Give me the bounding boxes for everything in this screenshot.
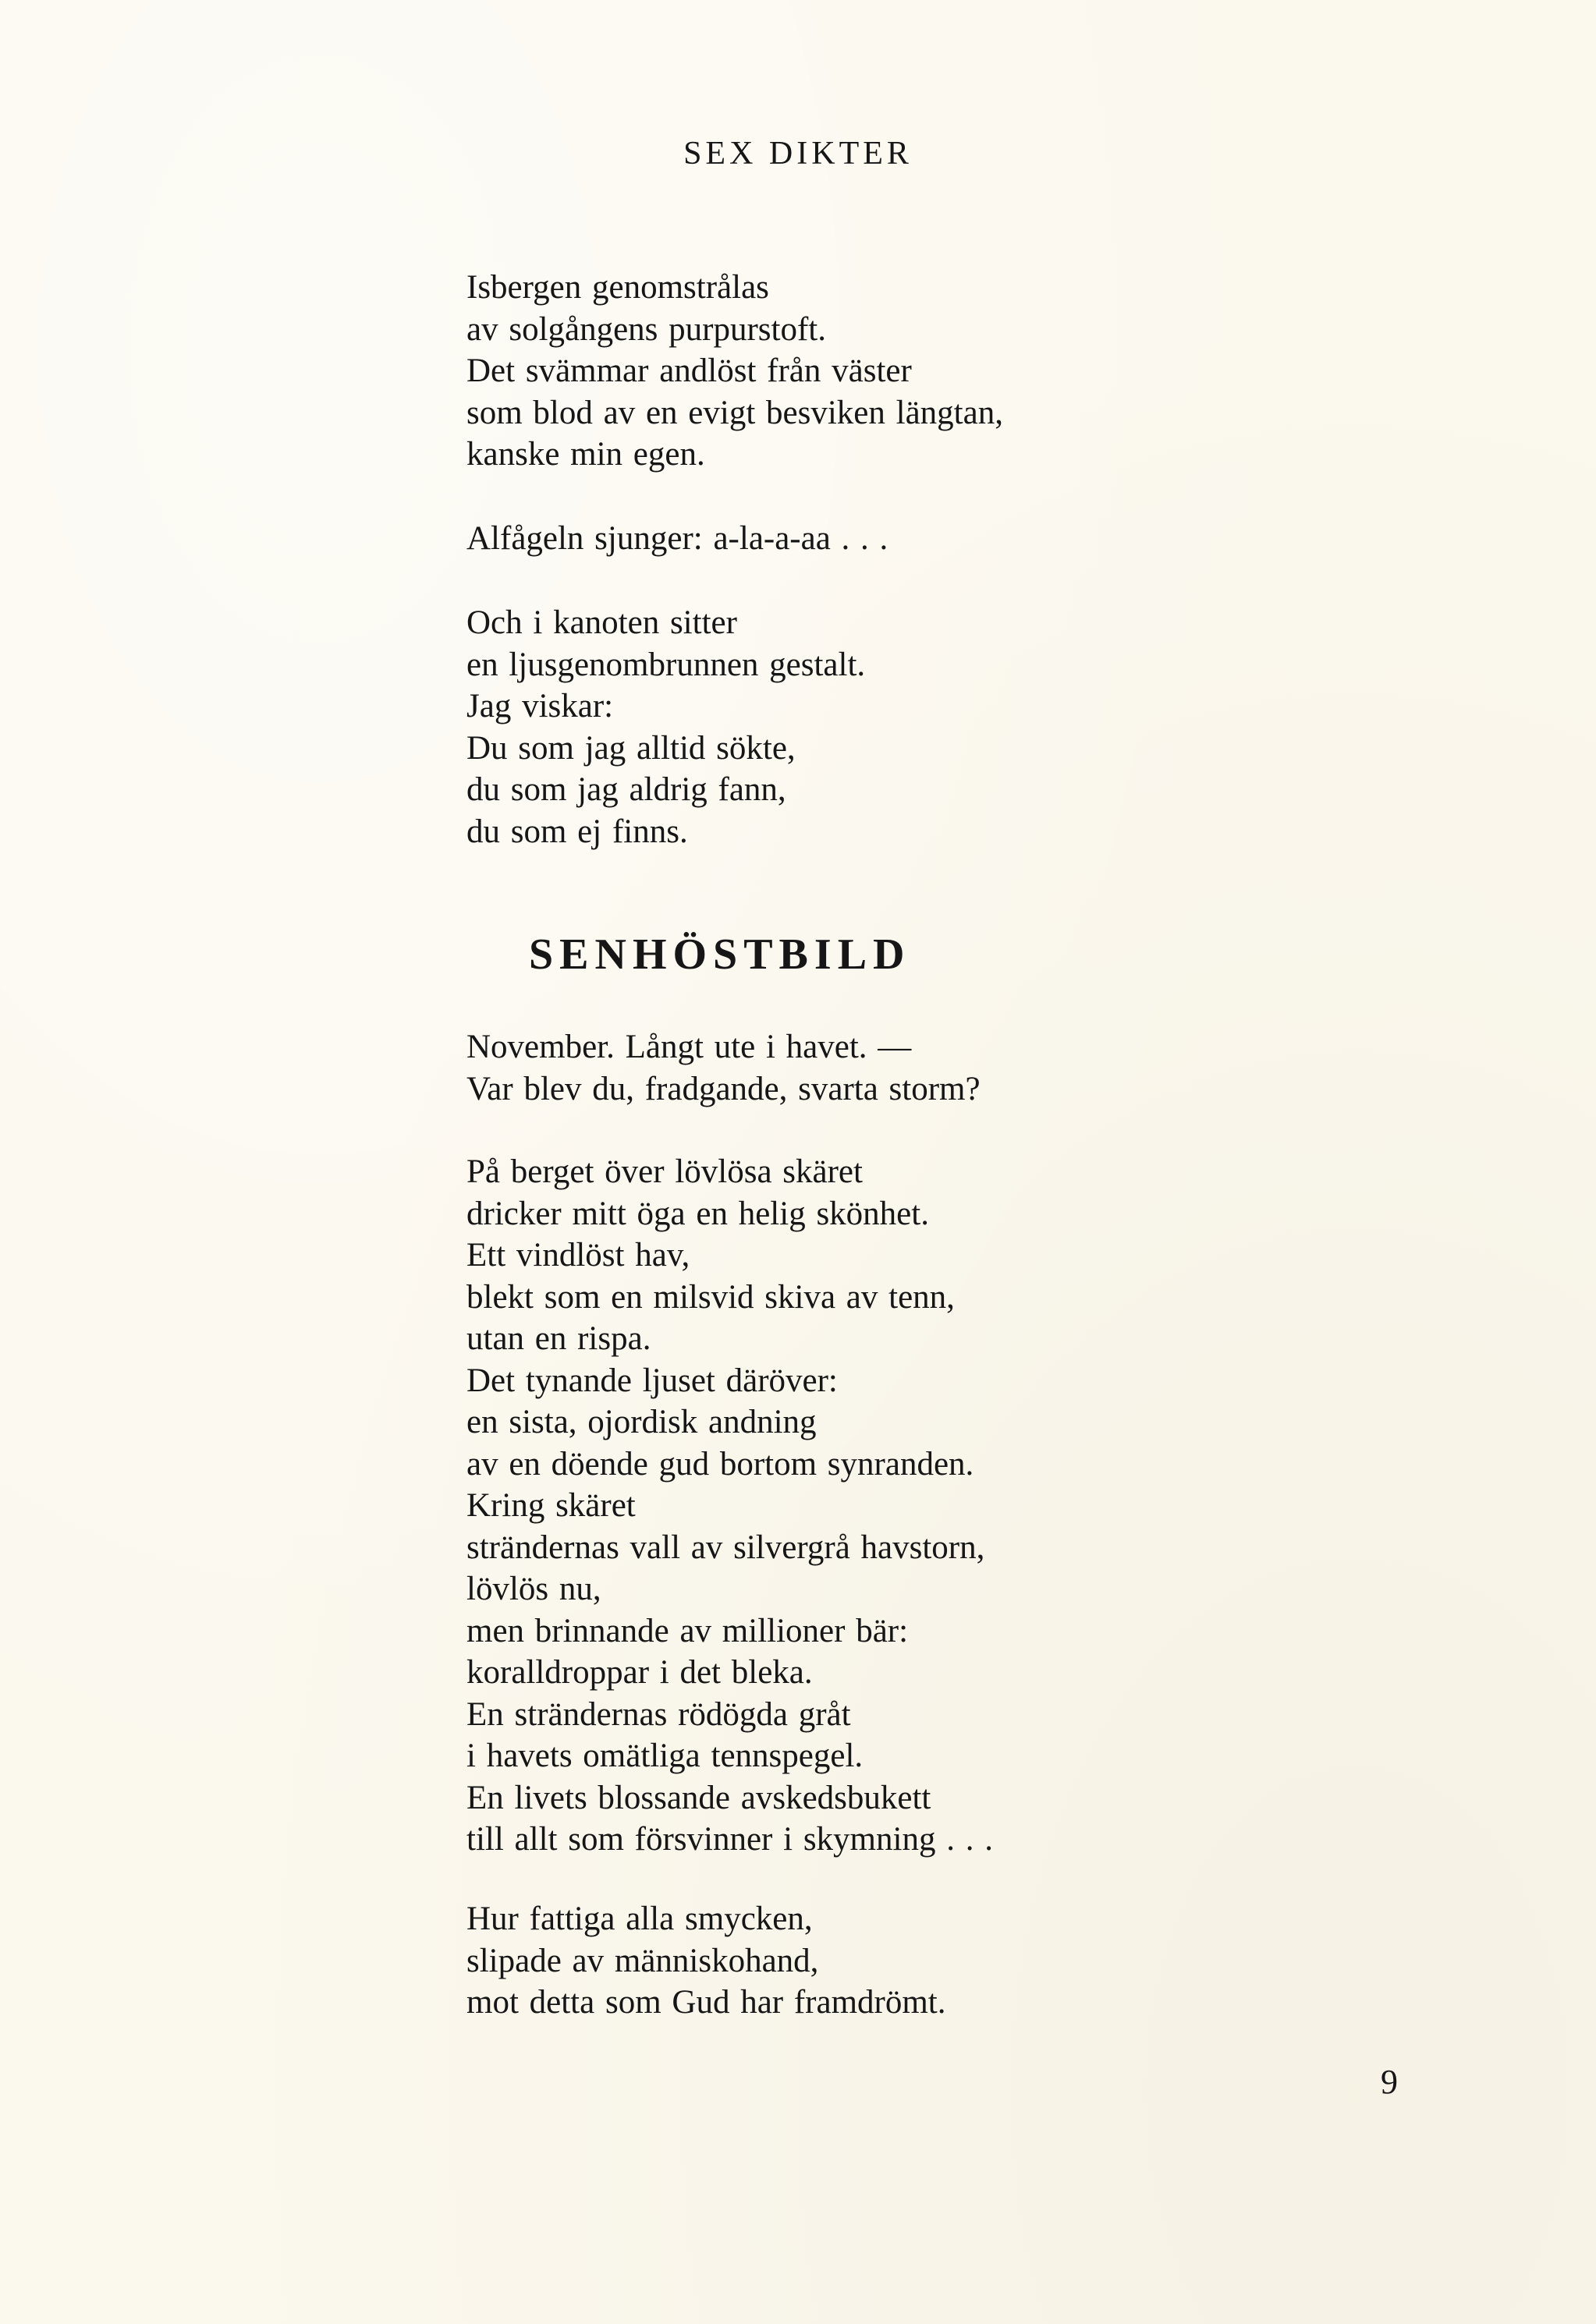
verse-line: mot detta som Gud har framdrömt. [466,1984,946,2021]
verse-line: November. Långt ute i havet. — [466,1029,912,1065]
verse-line: strändernas vall av silvergrå havstorn, [466,1529,985,1566]
verse-line: Det svämmar andlöst från väster [466,352,912,389]
verse-line: På berget över lövlösa skäret [466,1153,863,1190]
stanza [466,602,1403,852]
verse-line: En strändernas rödögda gråt [466,1695,851,1733]
poem-title: SENHÖSTBILD [529,930,911,979]
verse-line: dricker mitt öga en helig skönhet. [466,1195,929,1232]
verse-line: Hur fattiga alla smycken, [466,1901,813,1937]
verse-line: Alfågeln sjunger: a-la-a-aa . . . [466,520,888,557]
stanza [466,1026,1403,1110]
verse-line: Ett vindlöst hav, [466,1237,690,1274]
verse-line: Du som jag alltid sökte, [466,729,796,767]
verse-line: Var blev du, fradgande, svarta storm? [466,1070,981,1107]
page-number: 9 [1381,2063,1398,2101]
verse-line: En livets blossande avskedsbukett [466,1779,931,1816]
stanza [466,518,1403,560]
poem-2-stanza-3 [466,1898,1403,2024]
verse-line: men brinnande av millioner bär: [466,1612,909,1649]
poem-2-stanza-2 [466,1151,1403,1861]
verse-line: blekt som en milsvid skiva av tenn, [466,1278,955,1316]
verse-line: av solgångens purpurstoft. [466,310,827,348]
verse-line: kanske min egen. [466,436,705,473]
verse-line: Jag viskar: [466,688,614,724]
verse-line: Och i kanoten sitter [466,604,737,641]
verse-line: lövlös nu, [466,1571,601,1607]
verse-line: en ljusgenombrunnen gestalt. [466,646,866,683]
verse-line: Isbergen genomstrålas [466,269,769,306]
stanza [466,1898,1403,2024]
running-head: SEX DIKTER [683,136,913,172]
stanza [466,267,1403,476]
verse-line: som blod av en evigt besviken längtan, [466,394,1003,431]
poem-1 [466,267,1403,476]
poem-1-stanza-3 [466,602,1403,852]
verse-line: en sista, ojordisk andning [466,1404,817,1440]
poem-2-stanza-1 [466,1026,1403,1110]
verse-line: slipade av människohand, [466,1942,819,1979]
verse-line: du som ej finns. [466,813,688,850]
verse-line: utan en rispa. [466,1320,651,1357]
verse-line: koralldroppar i det bleka. [466,1654,813,1691]
poem-1-stanza-2 [466,518,1403,560]
verse-line: du som jag aldrig fann, [466,771,786,808]
stanza [466,1151,1403,1861]
verse-line: av en döende gud bortom synranden. [466,1445,974,1483]
verse-line: Det tynande ljuset däröver: [466,1362,838,1399]
verse-line: Kring skäret [466,1487,636,1524]
verse-line: i havets omätliga tennspegel. [466,1738,864,1774]
verse-line: till allt som försvinner i skymning . . . [466,1821,993,1858]
